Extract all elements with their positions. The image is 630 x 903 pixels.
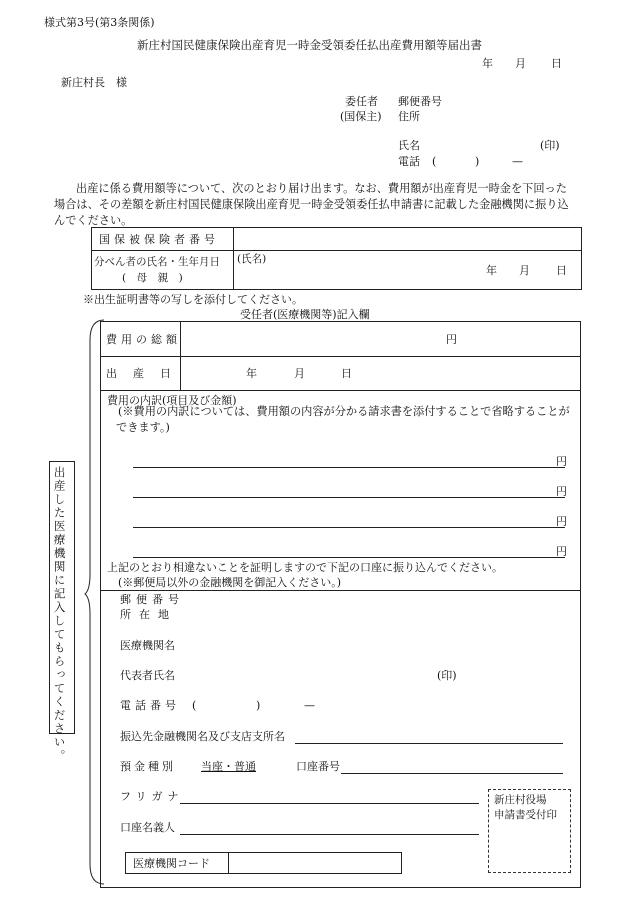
total-cost-yen: 円 bbox=[446, 333, 457, 346]
applicant-role-sub: (国保主) bbox=[340, 110, 382, 123]
mother-label-line1: 分べん者の氏名・生年月日 bbox=[94, 256, 220, 268]
deposit-type-value[interactable]: 当座・普通 bbox=[201, 760, 256, 773]
birth-cert-note: ※出生証明書等の写しを添付してください。 bbox=[83, 293, 303, 306]
insured-number-label: 国保被保険者番号 bbox=[99, 233, 219, 246]
stamp-line1: 新庄村役場 bbox=[494, 794, 547, 806]
birth-date-year: 年 bbox=[246, 367, 257, 380]
mother-birth-month: 月 bbox=[519, 264, 530, 277]
applicant-phone-dash: — bbox=[512, 155, 523, 168]
birth-date-day: 日 bbox=[341, 367, 352, 380]
side-note-text: 出産した医療機関に記入してもらってください。 bbox=[52, 466, 67, 763]
applicant-phone-paren-open: ( bbox=[432, 155, 437, 168]
section-line-3 bbox=[100, 590, 581, 591]
recipient-phone-label: 電話番号 bbox=[120, 699, 180, 712]
institution-code-field[interactable] bbox=[231, 856, 399, 870]
breakdown-label: 費用の内訳(項目及び金額) bbox=[107, 394, 237, 407]
institution-name-label: 医療機関名 bbox=[120, 639, 175, 652]
applicant-seal: (印) bbox=[540, 139, 560, 152]
account-holder-field[interactable] bbox=[180, 834, 479, 835]
breakdown-yen-3: 円 bbox=[556, 515, 567, 528]
mother-name-hint: (氏名) bbox=[237, 253, 267, 265]
birth-date-label: 出産日 bbox=[106, 367, 187, 380]
representative-label: 代表者氏名 bbox=[120, 669, 175, 682]
header-month-label: 月 bbox=[515, 57, 526, 70]
applicant-name-label: 氏名 bbox=[398, 139, 420, 152]
table1-row-divider bbox=[91, 250, 582, 251]
recipient-phone-dash: — bbox=[304, 699, 315, 712]
insured-number-field[interactable] bbox=[236, 231, 576, 245]
breakdown-yen-1: 円 bbox=[556, 455, 567, 468]
furigana-label: フリガナ bbox=[120, 790, 184, 803]
bank-field[interactable] bbox=[295, 743, 563, 744]
breakdown-yen-2: 円 bbox=[556, 485, 567, 498]
mother-label-line2: ( 母 親 ) bbox=[122, 272, 183, 284]
table1-col-divider bbox=[233, 227, 234, 290]
breakdown-line-3[interactable] bbox=[133, 527, 565, 528]
addressee: 新庄村長 様 bbox=[61, 76, 127, 89]
deposit-type-label: 預金種別 bbox=[120, 760, 176, 773]
breakdown-line-1[interactable] bbox=[133, 467, 565, 468]
institution-code-label: 医療機関コード bbox=[133, 857, 210, 870]
form-number: 様式第3号(第3条関係) bbox=[44, 16, 155, 29]
applicant-postal-label: 郵便番号 bbox=[398, 95, 442, 108]
recipient-postal-label: 郵便番号 bbox=[120, 593, 184, 606]
breakdown-line-2[interactable] bbox=[133, 497, 565, 498]
bank-note: (※郵便局以外の金融機関を御記入ください。) bbox=[118, 576, 342, 589]
mother-name-field[interactable] bbox=[236, 268, 476, 282]
header-day-label: 日 bbox=[551, 57, 562, 70]
applicant-phone-paren-close: ) bbox=[475, 155, 480, 168]
intro-text: 出産に係る費用額等について、次のとおり届け出ます。なお、費用額が出産育児一時金を下回った場合は、その差額を新庄村国民健康保険出産育児一時金受領委任払申請書に記載した金融機関に振り込んでください。 bbox=[54, 182, 569, 227]
recipient-phone-paren-open: ( bbox=[192, 699, 197, 712]
breakdown-yen-4: 円 bbox=[556, 545, 567, 558]
section-line-1 bbox=[100, 356, 581, 357]
applicant-phone-label: 電話 bbox=[398, 155, 420, 168]
mother-birth-year: 年 bbox=[486, 264, 497, 277]
header-year-label: 年 bbox=[482, 57, 493, 70]
breakdown-note: (※費用の内訳については、費用額の内容が分かる請求書を添付することで省略することができます。) bbox=[116, 405, 570, 434]
bank-label: 振込先金融機関名及び支店支所名 bbox=[120, 730, 285, 743]
account-number-field[interactable] bbox=[341, 773, 563, 774]
account-holder-label: 口座名義人 bbox=[120, 821, 175, 834]
section-line-2 bbox=[100, 390, 581, 391]
account-number-label: 口座番号 bbox=[296, 760, 340, 773]
stamp-line2: 申請書受付印 bbox=[494, 809, 557, 821]
certify-text: 上記のとおり相違ないことを証明しますので下記の口座に振り込んでください。 bbox=[107, 561, 503, 574]
recipient-address-label: 所在地 bbox=[120, 608, 177, 621]
institution-code-divider bbox=[228, 852, 229, 874]
breakdown-line-4[interactable] bbox=[133, 557, 565, 558]
total-cost-field[interactable] bbox=[186, 331, 436, 345]
recipient-phone-paren-close: ) bbox=[256, 699, 261, 712]
representative-seal: (印) bbox=[437, 669, 457, 682]
furigana-field[interactable] bbox=[180, 803, 479, 804]
applicant-address-label: 住所 bbox=[398, 110, 420, 123]
section-title: 受任者(医療機関等)記入欄 bbox=[240, 308, 370, 321]
mother-birth-day: 日 bbox=[556, 264, 567, 277]
applicant-role: 委任者 bbox=[345, 95, 378, 108]
total-cost-label: 費用の総額 bbox=[106, 333, 181, 346]
form-title: 新庄村国民健康保険出産育児一時金受領委任払出産費用額等届出書 bbox=[137, 38, 482, 52]
birth-date-month: 月 bbox=[294, 367, 305, 380]
